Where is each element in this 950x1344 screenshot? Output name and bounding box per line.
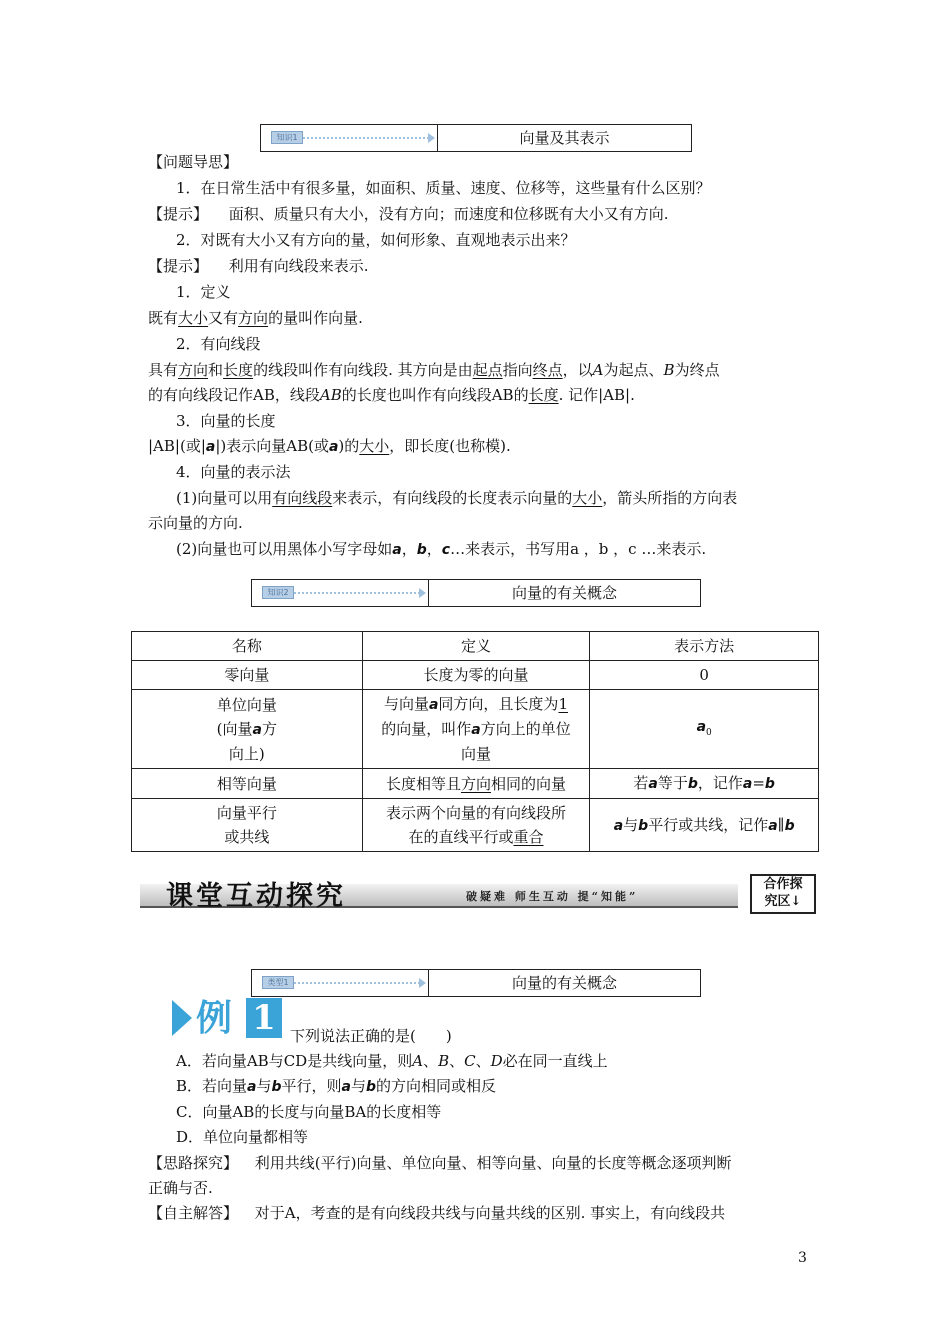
text: 与	[351, 1077, 367, 1095]
corner-line: 究区↓	[764, 894, 802, 909]
answer-label: 【自主解答】	[148, 1204, 239, 1222]
vector-symbol: a	[696, 718, 707, 735]
question-stem: 下列说法正确的是( )	[290, 1027, 452, 1045]
vector-symbol: a	[648, 776, 658, 792]
hint-text: 面积、质量只有大小，没有方向；而速度和位移既有大小又有方向.	[228, 205, 669, 223]
table-header-row	[132, 632, 819, 661]
triangle-icon	[172, 1000, 192, 1036]
table-cell	[590, 690, 819, 769]
table-row	[132, 769, 819, 799]
text: 与向量	[383, 695, 429, 713]
arrow-icon	[294, 982, 420, 984]
section-banner	[140, 872, 816, 914]
vector-symbol: a	[428, 697, 439, 713]
corner-line: 合作探	[763, 877, 803, 892]
point-label: A	[592, 361, 604, 379]
text: 又有	[208, 309, 239, 327]
table-cell	[132, 799, 363, 852]
text: ，	[426, 540, 442, 558]
text: 、	[475, 1052, 491, 1070]
question-1: 1．在日常生活中有很多量，如面积、质量、速度、位移等，这些量有什么区别？	[176, 179, 711, 197]
vector-symbol: b	[416, 542, 427, 558]
guide-heading: 【问题导思】	[148, 153, 239, 171]
segment-heading: 2．有向线段	[176, 335, 261, 353]
text: 必在同一直线上	[502, 1052, 608, 1070]
vector-symbol: a	[613, 817, 624, 834]
vector-symbol: a	[247, 1079, 257, 1095]
table-header: 名称	[132, 632, 363, 661]
vector-symbol: b	[687, 776, 698, 792]
section-tag-label: 知识1	[271, 131, 303, 144]
vector-symbol: b	[271, 1079, 282, 1095]
section-header-3	[251, 969, 701, 997]
text: 的向量，叫作	[381, 720, 472, 738]
vector-symbol: b	[366, 1079, 377, 1095]
table-cell: 零向量	[132, 661, 363, 690]
table-cell	[590, 769, 819, 799]
vector-symbol: b	[784, 817, 795, 834]
text: 平行或共线，记作	[648, 815, 769, 834]
cell-line: 或共线	[224, 828, 270, 846]
table-cell	[362, 799, 590, 852]
length-heading: 3．向量的长度	[176, 412, 276, 430]
blank-answer: 方向	[460, 774, 491, 793]
definition-heading: 1．定义	[176, 283, 231, 301]
text: 等于	[657, 774, 688, 792]
text: 同方向，且长度为	[438, 695, 559, 713]
concept-table	[131, 631, 819, 852]
segment-text-2	[148, 385, 635, 405]
question-2: 2．对既有大小又有方向的量，如何形象、直观地表示出来？	[176, 231, 576, 249]
vector-symbol: a	[252, 721, 262, 738]
representation-2	[176, 539, 706, 560]
text: 与	[256, 1077, 272, 1095]
text: 来表示，有向线段的长度表示向量的	[332, 489, 573, 507]
text: 的量叫作向量.	[268, 309, 363, 327]
section-title-2: 向量的有关概念	[511, 584, 617, 602]
option-b	[176, 1076, 496, 1097]
representation-1-line-1	[176, 488, 737, 508]
vector-symbol: a	[471, 722, 481, 738]
segment-text-1	[148, 360, 720, 380]
cell-line: 表示两个向量的有向线段所	[385, 804, 566, 822]
cell-line: 向量平行	[216, 804, 277, 822]
text: 与	[623, 815, 639, 834]
point-label: B	[663, 361, 675, 379]
text: 方	[261, 719, 277, 738]
option-a	[176, 1051, 608, 1071]
vector-symbol: a	[392, 542, 402, 558]
vector-symbol: a	[768, 817, 778, 834]
answer-line	[148, 1203, 725, 1223]
text: 的线段叫作有向线段. 其方向是由	[253, 361, 473, 379]
table-row	[132, 799, 819, 852]
cell-line	[367, 717, 586, 742]
text: ，以	[562, 361, 593, 379]
text: =	[752, 774, 765, 792]
blank-answer: 长度	[528, 386, 559, 404]
table-cell	[132, 690, 363, 769]
text: 具有	[148, 361, 179, 379]
text: |)表示向量AB(或	[215, 437, 329, 455]
arrow-icon	[294, 592, 420, 594]
table-cell	[362, 769, 590, 799]
section-title-3: 向量的有关概念	[511, 974, 617, 992]
representation-1-line-2: 示向量的方向.	[148, 514, 243, 532]
text: 的方向相同或相反	[376, 1077, 497, 1095]
text: 方向上的单位	[480, 720, 571, 738]
hint-label: 【提示】	[148, 205, 209, 223]
text: 长度相等且	[385, 774, 461, 793]
think-line-2: 正确与否.	[148, 1179, 213, 1197]
vector-symbol: b	[638, 817, 649, 834]
text: (向量	[216, 719, 253, 738]
text: 、	[423, 1052, 439, 1070]
hint-label: 【提示】	[148, 257, 209, 275]
table-cell: 长度为零的向量	[362, 661, 590, 690]
subscript: 0	[706, 727, 712, 738]
text: ∥	[777, 815, 785, 834]
cell-line: 单位向量	[216, 695, 277, 714]
vector-symbol: a	[205, 439, 216, 455]
table-row	[132, 661, 819, 690]
arrow-icon	[303, 137, 429, 139]
think-text: 利用共线(平行)向量、单位向量、相等向量、向量的长度等概念逐项判断	[254, 1154, 732, 1172]
cell-line	[136, 717, 358, 742]
cell-line	[367, 692, 586, 717]
think-line-1	[148, 1153, 732, 1173]
table-cell	[362, 690, 590, 769]
table-cell: 0	[590, 661, 819, 690]
blank-answer: 起点	[472, 361, 503, 379]
text: 、	[449, 1052, 465, 1070]
text: A．若向量AB与CD是共线向量，则	[176, 1052, 413, 1070]
text: …来表示，书写用a ，b ，c …来表示.	[450, 540, 707, 558]
example-number: 1	[246, 998, 282, 1038]
vector-symbol: a	[328, 439, 339, 455]
point-label: D	[490, 1052, 503, 1070]
cell-line	[367, 825, 586, 849]
text: 既有	[148, 309, 179, 327]
text: 和	[208, 361, 224, 379]
cell-line: 向上)	[228, 744, 265, 763]
vector-symbol: a	[742, 776, 753, 792]
section-tag-label: 类型1	[262, 976, 294, 989]
example-label: 例	[196, 997, 233, 1039]
text: (1)向量可以用	[176, 489, 273, 507]
answer-text: 对于A，考查的是有向线段共线与向量共线的区别. 事实上，有向线段共	[254, 1204, 726, 1222]
table-cell	[590, 799, 819, 852]
segment-label: AB	[319, 386, 342, 404]
hint-1	[148, 204, 669, 224]
text: 指向	[502, 361, 533, 379]
blank-answer: 1	[558, 695, 568, 713]
blank-answer: 长度	[223, 361, 254, 379]
think-label: 【思路探究】	[148, 1154, 239, 1172]
vector-symbol: a	[341, 1079, 351, 1095]
section-header-1	[260, 124, 692, 152]
banner-corner-box	[750, 874, 816, 914]
text: ，	[401, 540, 417, 558]
blank-answer: 方向	[238, 309, 269, 327]
section-title-1: 向量及其表示	[519, 129, 610, 147]
section-tag-2	[252, 580, 429, 606]
table-cell: 相等向量	[132, 769, 363, 799]
text: . 记作|AB|.	[558, 386, 635, 404]
option-d: D．单位向量都相等	[176, 1128, 309, 1146]
text: ，记作	[697, 774, 743, 792]
banner-title: 课堂互动探究	[166, 881, 346, 912]
vector-symbol: c	[441, 542, 451, 558]
blank-answer: 方向	[178, 361, 209, 379]
text: 若	[633, 774, 649, 792]
table-header: 表示方法	[590, 632, 819, 661]
text: 的长度也叫作有向线段AB的	[341, 386, 529, 404]
table-header: 定义	[362, 632, 590, 661]
text: ，即长度(也称模).	[389, 437, 511, 455]
text: 在的直线平行或	[408, 828, 514, 846]
table-row	[132, 690, 819, 769]
representation-heading: 4．向量的表示法	[176, 463, 291, 481]
section-tag-1	[261, 125, 438, 151]
text: 平行，则	[281, 1077, 342, 1095]
blank-answer: 重合	[513, 828, 544, 846]
text: 为终点	[674, 361, 720, 379]
point-label: C	[464, 1052, 476, 1070]
text: 为起点、	[603, 361, 664, 379]
cell-line: 向量	[460, 745, 491, 763]
point-label: B	[438, 1052, 450, 1070]
banner-subtitle: 破疑难 师生互动 提“知能”	[466, 890, 639, 903]
text: ，箭头所指的方向表	[602, 489, 738, 507]
blank-answer: 终点	[532, 361, 563, 379]
option-c: C．向量AB的长度与向量BA的长度相等	[176, 1103, 442, 1121]
section-tag-3	[252, 970, 429, 996]
definition-text	[148, 308, 363, 328]
example-badge	[172, 996, 290, 1042]
length-text	[148, 436, 511, 457]
blank-answer: 大小	[359, 437, 390, 455]
text: 相同的向量	[490, 774, 566, 793]
text: |AB|(或|	[148, 437, 206, 455]
blank-answer: 大小	[178, 309, 209, 327]
text: 的有向线段记作AB，线段	[148, 386, 320, 404]
hint-2	[148, 256, 369, 276]
hint-text: 利用有向线段来表示.	[228, 257, 369, 275]
blank-answer: 有向线段	[272, 489, 333, 507]
text: (2)向量也可以用黑体小写字母如	[176, 540, 393, 558]
section-header-2	[251, 579, 701, 607]
page-number: 3	[798, 1250, 807, 1266]
blank-answer: 大小	[572, 489, 603, 507]
text: B．若向量	[176, 1077, 248, 1095]
text: )的	[338, 437, 360, 455]
vector-symbol: b	[764, 776, 775, 792]
point-label: A	[412, 1052, 424, 1070]
section-tag-label: 知识2	[262, 586, 294, 599]
